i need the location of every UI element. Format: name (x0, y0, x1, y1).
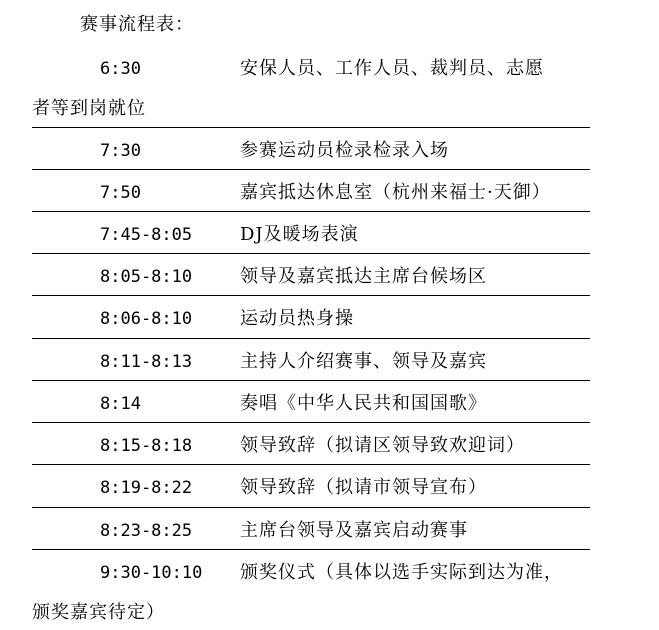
row-time: 8:05-8:10 (100, 267, 193, 287)
row-event: 主持人介绍赛事、领导及嘉宾 (240, 351, 487, 372)
row-time: 8:15-8:18 (100, 436, 193, 456)
row-event: 奏唱《中华人民共和国国歌》 (240, 393, 487, 414)
row-time: 7:30 (100, 141, 141, 161)
row-divider (32, 169, 590, 170)
row-divider (32, 422, 590, 423)
row-divider (32, 507, 590, 508)
row-divider (32, 295, 590, 296)
row-event: 领导及嘉宾抵达主席台候场区 (240, 266, 487, 287)
schedule-heading: 赛事流程表： (80, 14, 194, 35)
row-time: 6:30 (100, 59, 141, 79)
row-time: 9:30-10:10 (100, 563, 203, 583)
row-event: 颁奖仪式（具体以选手实际到达为准， (240, 562, 563, 583)
row-divider (32, 127, 590, 128)
row-divider (32, 549, 590, 550)
row-time: 8:19-8:22 (100, 478, 193, 498)
row-event-continuation: 者等到岗就位 (32, 98, 146, 119)
row-event: 领导致辞（拟请市领导宣布） (240, 477, 487, 498)
row-event: 主席台领导及嘉宾启动赛事 (240, 520, 468, 541)
row-event: 安保人员、工作人员、裁判员、志愿 (240, 58, 544, 79)
row-divider (32, 253, 590, 254)
row-event: 参赛运动员检录检录入场 (240, 140, 449, 161)
row-time: 7:45-8:05 (100, 225, 193, 245)
row-event: 嘉宾抵达休息室（杭州来福士·天御） (240, 182, 551, 203)
row-divider (32, 464, 590, 465)
row-time: 7:50 (100, 183, 141, 203)
row-time: 8:06-8:10 (100, 309, 193, 329)
row-time: 8:23-8:25 (100, 521, 193, 541)
row-divider (32, 338, 590, 339)
row-event: 领导致辞（拟请区领导致欢迎词） (240, 435, 525, 456)
row-event-continuation: 颁奖嘉宾待定） (32, 602, 165, 623)
row-time: 8:11-8:13 (100, 352, 193, 372)
row-event: DJ及暖场表演 (240, 224, 359, 245)
row-time: 8:14 (100, 394, 141, 414)
row-event: 运动员热身操 (240, 308, 354, 329)
row-divider (32, 380, 590, 381)
row-divider (32, 211, 590, 212)
